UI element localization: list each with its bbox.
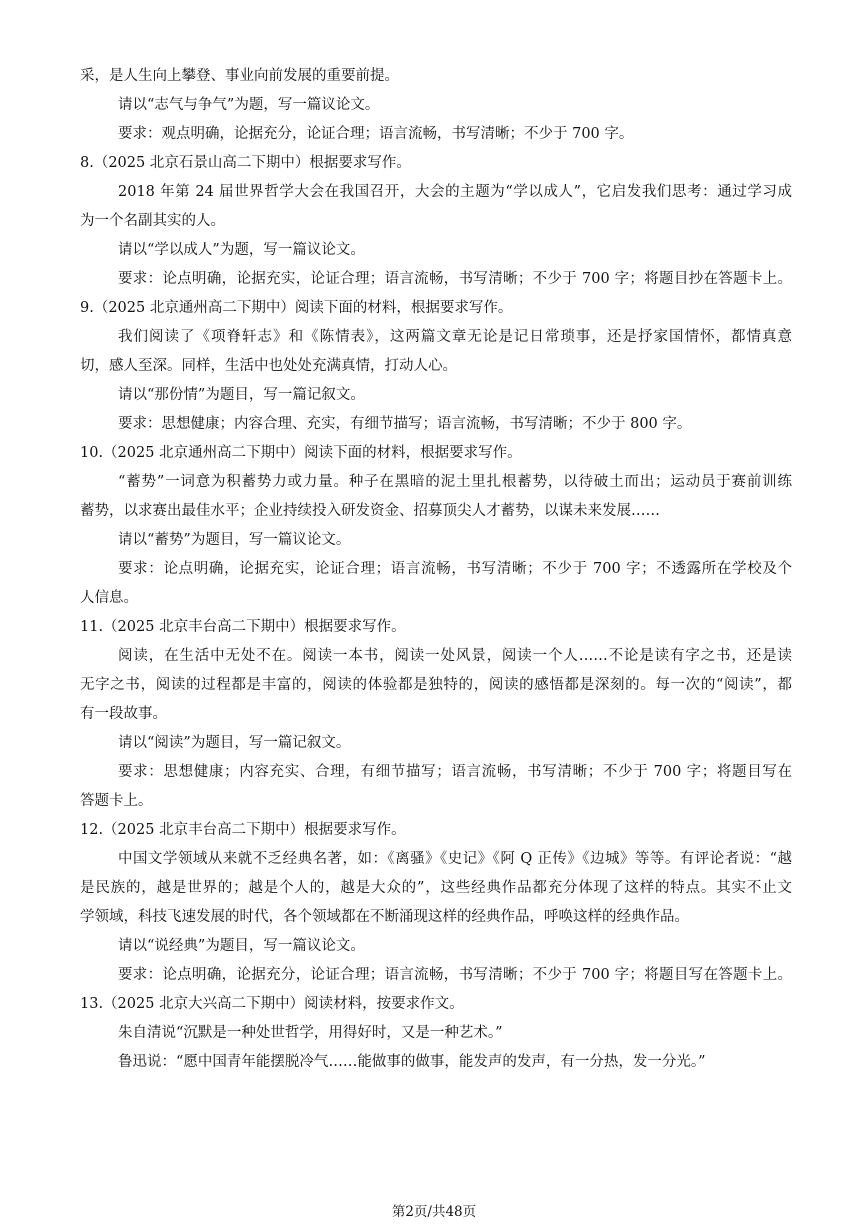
text-line: 我们阅读了《项脊轩志》和《陈情表》，这两篇文章无论是记日常琐事，还是抒家国情怀，都情真意 — [118, 329, 792, 345]
text-line: 要求：思想健康；内容充实、合理，有细节描写；语言流畅，书写清晰；不少于 700 字；将题目写在 — [118, 764, 792, 780]
text-line: 鲁迅说：“愿中国青年能摆脱冷气……能做事的做事，能发声的发声，有一分热，发一分光。” — [118, 1054, 706, 1070]
text-line: 13.（2025 北京大兴高二下期中）阅读材料，按要求作文。 — [80, 996, 464, 1012]
text-line: 要求：思想健康；内容合理、充实，有细节描写；语言流畅，书写清晰；不少于 800 字。 — [118, 416, 692, 432]
text-line: 中国文学领域从来就不乏经典名著，如：《离骚》《史记》《阿 Q 正传》《边城》等等。有评论者说：“越 — [118, 851, 792, 867]
text-line: 要求：论点明确，论据充实，论证合理；语言流畅，书写清晰；不少于 700 字；将题目抄在答题卡上。 — [118, 271, 792, 287]
text-line: 要求：论点明确，论据充分，论证合理；语言流畅，书写清晰；不少于 700 字；将题目写在答题卡上。 — [118, 967, 792, 983]
text-line: 学领域，科技飞速发展的时代，各个领域都在不断涌现这样的经典作品，呼唤这样的经典作品。 — [80, 909, 689, 925]
text-line: 无字之书，阅读的过程都是丰富的，阅读的体验都是独特的，阅读的感悟都是深刻的。每一次的“阅读”，都 — [80, 677, 792, 693]
text-line: 蓄势，以求赛出最佳水平；企业持续投入研发资金、招募顶尖人才蓄势，以谋未来发展…… — [80, 503, 660, 519]
text-line: “蓄势”一词意为积蓄势力或力量。种子在黑暗的泥土里扎根蓄势，以待破土而出；运动员于赛前训练 — [118, 474, 792, 490]
page-footer: 第2页/共48页 — [391, 1204, 477, 1220]
text-line: 有一段故事。 — [80, 706, 167, 722]
text-line: 10.（2025 北京通州高二下期中）阅读下面的材料，根据要求写作。 — [80, 445, 522, 461]
text-line: 请以“阅读”为题目，写一篇记叙文。 — [118, 735, 351, 751]
text-line: 要求：论点明确，论据充实，论证合理；语言流畅，书写清晰；不少于 700 字；不透露所在学校及个 — [118, 561, 792, 577]
text-line: 阅读，在生活中无处不在。阅读一本书，阅读一处风景，阅读一个人……不论是读有字之书，还是读 — [118, 648, 792, 664]
text-line: 8.（2025 北京石景山高二下期中）根据要求写作。 — [80, 155, 411, 171]
text-line: 采，是人生向上攀登、事业向前发展的重要前提。 — [80, 68, 399, 84]
text-line: 答题卡上。 — [80, 793, 153, 809]
text-line: 要求：观点明确，论据充分，论证合理；语言流畅，书写清晰；不少于 700 字。 — [118, 126, 634, 142]
text-line: 12.（2025 北京丰台高二下期中）根据要求写作。 — [80, 822, 406, 838]
text-line: 为一个名副其实的人。 — [80, 213, 225, 229]
text-line: 是民族的，越是世界的；越是个人的，越是大众的”，这些经典作品都充分体现了这样的特点。其实不止文 — [80, 880, 792, 896]
text-line: 请以“说经典”为题目，写一篇议论文。 — [118, 938, 365, 954]
text-line: 切，感人至深。同样，生活中也处处充满真情，打动人心。 — [80, 358, 457, 374]
text-line: 9.（2025 北京通州高二下期中）阅读下面的材料，根据要求写作。 — [80, 300, 513, 316]
text-line: 2018 年第 24 届世界哲学大会在我国召开，大会的主题为“学以成人”，它启发我们思考：通过学习成 — [118, 184, 792, 200]
text-line: 请以“蓄势”为题目，写一篇议论文。 — [118, 532, 351, 548]
text-line: 朱自清说“沉默是一种处世哲学，用得好时，又是一种艺术。” — [118, 1025, 503, 1041]
text-line: 请以“志气与争气”为题，写一篇议论文。 — [118, 97, 380, 113]
document-body — [80, 62, 792, 1077]
text-line: 11.（2025 北京丰台高二下期中）根据要求写作。 — [80, 619, 406, 635]
text-line: 人信息。 — [80, 590, 138, 606]
text-line: 请以“学以成人”为题，写一篇议论文。 — [118, 242, 365, 258]
text-line: 请以“那份情”为题目，写一篇记叙文。 — [118, 387, 365, 403]
